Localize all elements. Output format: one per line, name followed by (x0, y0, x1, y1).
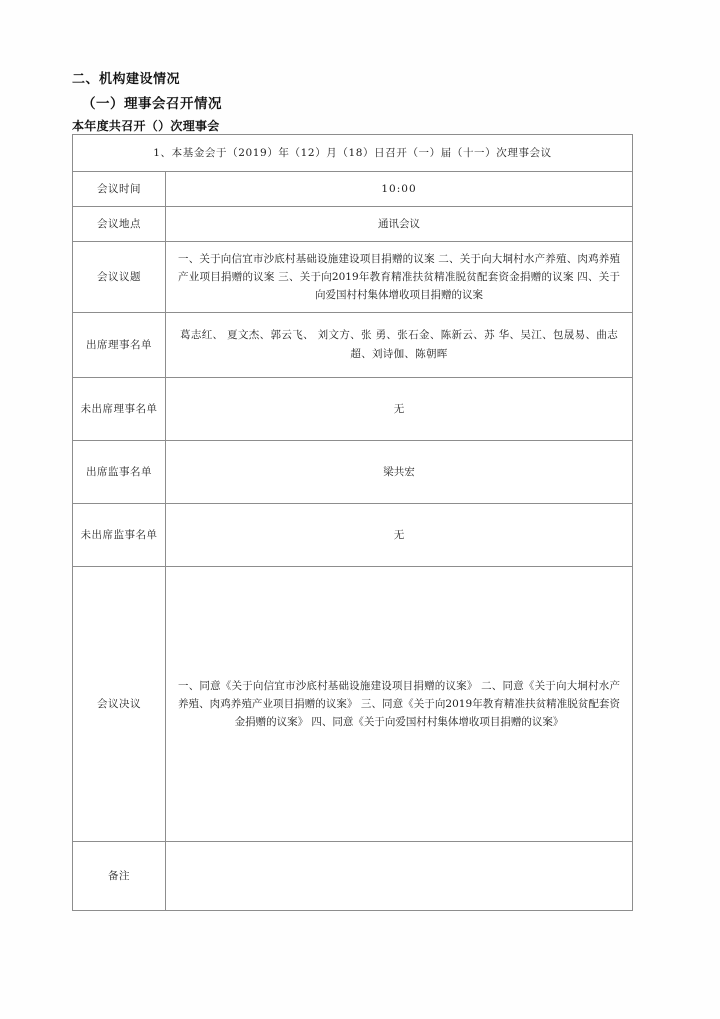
row-value-meeting-resolution: 一、同意《关于向信宜市沙底村基础设施建设项目捐赠的议案》 二、同意《关于向大垌村水产养殖、肉鸡养殖产业项目捐赠的议案》 三、同意《关于向2019年教育精准扶贫精准脱贫配套资金捐赠的议案》 四、同意《关于向爱国村村集体增收项目捐赠的议案》 (166, 567, 633, 842)
section-heading: 二、机构建设情况 (72, 72, 181, 87)
row-value-supervisors-present: 梁共宏 (166, 441, 633, 504)
row-label-directors-present: 出席理事名单 (73, 313, 166, 378)
meeting-record-table (72, 134, 633, 911)
row-value-directors-absent: 无 (166, 378, 633, 441)
meeting-table-container (72, 134, 632, 911)
table-row (73, 135, 633, 172)
row-label-supervisors-absent: 未出席监事名单 (73, 504, 166, 567)
row-value-remark (166, 842, 633, 911)
table-row (73, 313, 633, 378)
table-row (73, 842, 633, 911)
row-label-meeting-place: 会议地点 (73, 207, 166, 242)
table-row (73, 567, 633, 842)
row-label-directors-absent: 未出席理事名单 (73, 378, 166, 441)
row-value-supervisors-absent: 无 (166, 504, 633, 567)
row-label-supervisors-present: 出席监事名单 (73, 441, 166, 504)
meeting-title-cell: 1、本基金会于（2019）年（12）月（18）日召开（一）届（十一）次理事会议 (73, 135, 633, 172)
headings-block (72, 70, 632, 135)
table-row (73, 441, 633, 504)
table-row (73, 207, 633, 242)
row-label-remark: 备注 (73, 842, 166, 911)
row-label-meeting-time: 会议时间 (73, 172, 166, 207)
row-label-meeting-resolution: 会议决议 (73, 567, 166, 842)
table-row (73, 242, 633, 313)
subsection-heading: （一）理事会召开情况 (82, 96, 222, 112)
row-value-meeting-time: 10:00 (166, 172, 633, 207)
table-row (73, 378, 633, 441)
table-row (73, 504, 633, 567)
annual-meeting-count-line: 本年度共召开（）次理事会 (72, 119, 220, 133)
row-value-meeting-place: 通讯会议 (166, 207, 633, 242)
row-value-meeting-topics: 一、关于向信宜市沙底村基础设施建设项目捐赠的议案 二、关于向大垌村水产养殖、肉鸡养殖产业项目捐赠的议案 三、关于向2019年教育精准扶贫精准脱贫配套资金捐赠的议案 四、关于向爱国村村集体增收项目捐赠的议案 (166, 242, 633, 313)
row-label-meeting-topics: 会议议题 (73, 242, 166, 313)
row-value-directors-present: 葛志红、 夏文杰、郭云飞、 刘文方、张 勇、张石金、陈新云、苏 华、吴江、包晟易、曲志超、刘诗伽、陈朝晖 (166, 313, 633, 378)
table-row (73, 172, 633, 207)
